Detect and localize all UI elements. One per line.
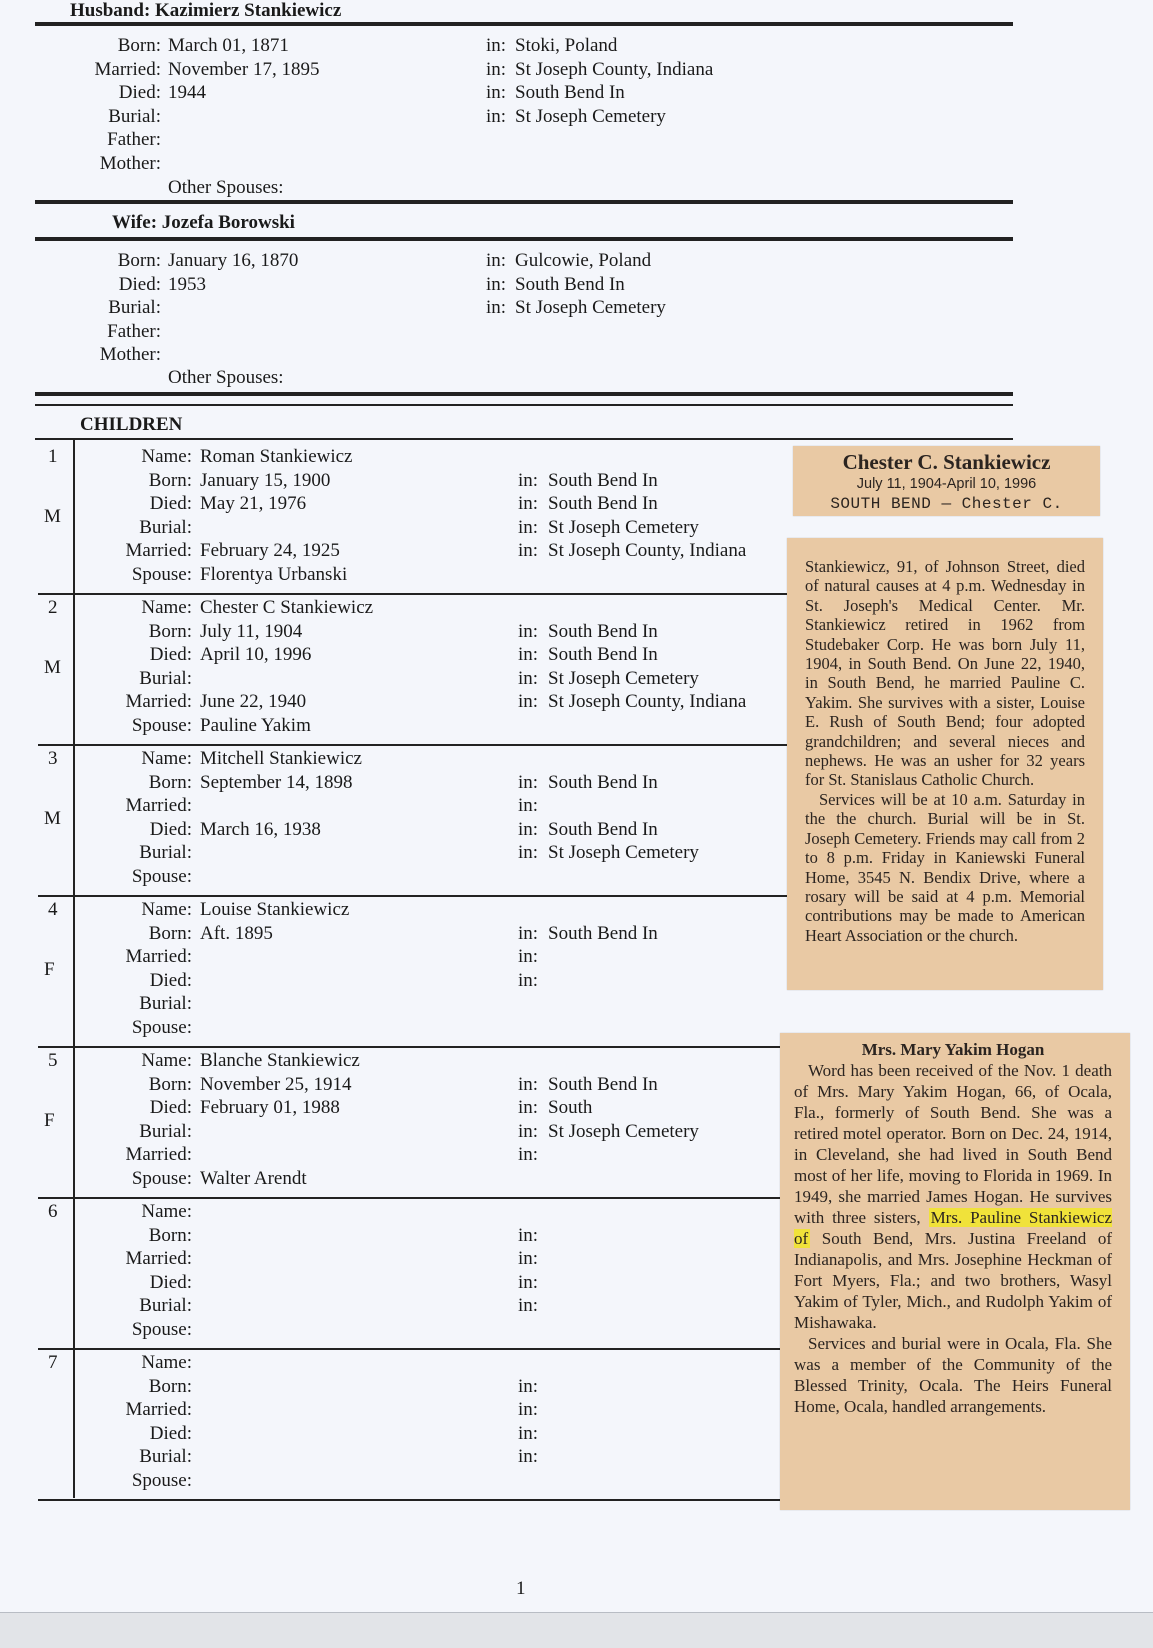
child-fact-label: Spouse: — [131, 1469, 192, 1491]
children-top-rule — [35, 404, 1013, 406]
child-fact-label: Died: — [149, 1271, 192, 1293]
child-number: 3 — [48, 748, 58, 769]
child-number: 7 — [48, 1352, 58, 1373]
child-fact-value: Mitchell Stankiewicz — [200, 748, 362, 769]
child-fact-label: Died: — [149, 493, 192, 514]
child-fact-label: Spouse: — [131, 563, 192, 585]
child-fact-in-label: in: — [518, 516, 539, 538]
child-fact-place: South Bend In — [548, 1073, 658, 1095]
child-fact-in-label: in: — [518, 946, 539, 967]
husband-rule — [35, 22, 1013, 26]
child-separator-rule — [38, 1499, 790, 1501]
child-fact-in-label: in: — [518, 469, 539, 491]
fact-place: South Bend In — [515, 273, 625, 295]
fact-label: Burial: — [108, 105, 161, 127]
fact-in-label: in: — [486, 297, 507, 318]
child-number: 5 — [48, 1050, 58, 1071]
child-number: 4 — [48, 899, 58, 920]
fact-label: Born: — [117, 35, 161, 56]
fact-label: Born: — [117, 250, 161, 271]
child-fact-label: Born: — [148, 1073, 192, 1095]
child-separator-rule — [38, 593, 800, 595]
child-fact-in-label: in: — [518, 1073, 539, 1095]
child-fact-value: January 15, 1900 — [200, 469, 331, 491]
child-fact-label: Married: — [125, 1399, 192, 1420]
child-sex: F — [44, 1110, 55, 1131]
child-fact-place: South Bend In — [548, 493, 658, 514]
child-fact-label: Born: — [148, 922, 192, 944]
highlighted-text: Mrs. Pauline Stankiewicz of — [794, 1208, 1113, 1248]
fact-value: 1953 — [168, 273, 206, 295]
child-fact-value: Blanche Stankiewicz — [200, 1050, 360, 1071]
child-separator-rule — [38, 895, 800, 897]
clipping-text: South Bend, Mrs. Justina Freeland of Indianapolis, and Mrs. Josephine Heckman of Fort Myers, Fla.; and two brothers, Wasyl Yakim of Tyler, Mich., and Rudolph Yakim of Mishawaka. — [794, 1229, 1112, 1332]
child-fact-place: St Joseph Cemetery — [548, 842, 699, 863]
fact-value: 1944 — [168, 82, 206, 103]
child-number: 2 — [48, 597, 58, 618]
child-fact-in-label: in: — [518, 1399, 539, 1420]
child-fact-label: Died: — [149, 1097, 192, 1118]
child-fact-label: Spouse: — [131, 865, 192, 887]
child-fact-place: St Joseph Cemetery — [548, 667, 699, 689]
clipping-dateline: SOUTH BEND — Chester C. — [830, 495, 1063, 513]
fact-label: Father: — [107, 129, 161, 150]
child-fact-value: April 10, 1996 — [200, 644, 312, 665]
children-heading: CHILDREN — [80, 414, 183, 435]
child-fact-place: St Joseph Cemetery — [548, 516, 699, 538]
child-fact-in-label: in: — [518, 493, 539, 514]
child-fact-place: South Bend In — [548, 620, 658, 642]
child-fact-place: South Bend In — [548, 818, 658, 840]
child-fact-in-label: in: — [518, 1097, 539, 1118]
fact-label: Mother: — [99, 152, 161, 174]
child-fact-in-label: in: — [518, 1271, 539, 1293]
child-fact-in-label: in: — [518, 540, 539, 561]
obituary-clipping-chester-header — [793, 446, 1100, 516]
clipping-headline: Chester C. Stankiewicz — [842, 450, 1051, 474]
child-fact-value: September 14, 1898 — [200, 771, 353, 793]
child-fact-value: Chester C Stankiewicz — [200, 597, 374, 618]
child-fact-label: Married: — [125, 1144, 192, 1165]
child-fact-place: St Joseph County, Indiana — [548, 540, 747, 561]
child-fact-label: Married: — [125, 795, 192, 816]
child-fact-label: Name: — [141, 899, 192, 920]
husband-name: Kazimierz Stankiewicz — [155, 0, 342, 21]
child-separator-rule — [38, 1348, 783, 1350]
fact-in-label: in: — [486, 35, 507, 56]
child-fact-label: Burial: — [139, 842, 192, 863]
child-fact-in-label: in: — [518, 1144, 539, 1165]
clipping-paragraph: Services will be at 10 a.m. Saturday in the the church. Burial will be in St. Joseph Cemetery. Friends may call from 2 to 8 p.m. Friday in Kaniewski Funeral Home, 3545 N. Bendix Drive, where a rosary will be said at 4 p.m. Memorial contributions may be made to American Heart Association or the church. — [805, 789, 1085, 945]
child-fact-label: Spouse: — [131, 1318, 192, 1340]
child-fact-place: South — [548, 1097, 593, 1118]
child-fact-label: Died: — [149, 1422, 192, 1444]
child-fact-label: Burial: — [139, 1295, 192, 1316]
child-fact-in-label: in: — [518, 1224, 539, 1246]
child-fact-value: June 22, 1940 — [200, 691, 307, 712]
child-fact-label: Died: — [149, 644, 192, 665]
fact-label: Married: — [94, 58, 161, 80]
child-fact-value: Roman Stankiewicz — [200, 446, 353, 467]
husband-heading — [70, 0, 341, 22]
fact-place: St Joseph Cemetery — [515, 297, 666, 318]
clipping-paragraph: Stankiewicz, 91, of Johnson Street, died of natural causes at 4 p.m. Wednesday in St. Joseph's Medical Center. Mr. Stankiewicz retired in 1962 from Studebaker Corp. He was born July 11, 1904, in South Bend. On June 22, 1940, in South Bend, he married Pauline C. Yakim. She survives with a sister, Louise E. Rush of South Bend; four adopted grandchildren; and several nieces and nephews. He was an usher for 32 years for St. Stanislaus Catholic Church. — [805, 557, 1085, 790]
child-fact-in-label: in: — [518, 1422, 539, 1444]
fact-in-label: in: — [486, 250, 507, 271]
child-fact-in-label: in: — [518, 620, 539, 642]
child-fact-place: South Bend In — [548, 469, 658, 491]
child-fact-label: Born: — [148, 1224, 192, 1246]
fact-place: Stoki, Poland — [515, 35, 618, 56]
child-sex: M — [44, 808, 61, 829]
page-number: 1 — [516, 1578, 526, 1599]
child-fact-in-label: in: — [518, 1446, 539, 1467]
child-fact-in-label: in: — [518, 771, 539, 793]
child-fact-in-label: in: — [518, 1248, 539, 1269]
child-fact-place: St Joseph County, Indiana — [548, 691, 747, 712]
husband-bottom-rule — [35, 200, 1013, 204]
fact-label: Died: — [118, 82, 161, 103]
clipping-paragraph: Services and burial were in Ocala, Fla. She was a member of the Community of the Blessed Trinity, Ocala. The Heirs Funeral Home, Ocala, handled arrangements. — [794, 1334, 1112, 1416]
child-fact-label: Name: — [141, 1352, 192, 1373]
child-fact-label: Born: — [148, 469, 192, 491]
child-fact-label: Born: — [148, 771, 192, 793]
child-fact-label: Spouse: — [131, 1167, 192, 1189]
clipping-text: Word has been received of the Nov. 1 death of Mrs. Mary Yakim Hogan, 66, of Ocala, Fla., formerly of South Bend. She was a retired motel operator. Born on Dec. 24, 1914, in Cleveland, she had lived in South Bend most of her life, moving to Florida in 1969. In 1949, she married James Hogan. He survives with three sisters, — [794, 1061, 1112, 1227]
fact-value: November 17, 1895 — [168, 58, 320, 80]
wife-rule — [35, 237, 1013, 241]
child-fact-label: Died: — [149, 969, 192, 991]
fact-label: Burial: — [108, 297, 161, 318]
child-fact-label: Name: — [141, 1050, 192, 1071]
child-fact-value: February 24, 1925 — [200, 540, 340, 561]
child-fact-value: February 01, 1988 — [200, 1097, 340, 1118]
fact-label: Mother: — [99, 344, 161, 365]
child-separator-rule — [38, 1046, 788, 1048]
fact-in-label: in: — [486, 273, 507, 295]
child-fact-value: Pauline Yakim — [200, 714, 311, 736]
child-fact-label: Died: — [149, 818, 192, 840]
child-fact-label: Burial: — [139, 993, 192, 1014]
child-sex: M — [44, 506, 61, 527]
wife-name: Jozefa Borowski — [161, 212, 295, 233]
child-fact-place: St Joseph Cemetery — [548, 1120, 699, 1142]
child-sex: M — [44, 657, 61, 678]
child-fact-value: March 16, 1938 — [200, 818, 321, 840]
child-fact-label: Married: — [125, 1248, 192, 1269]
child-fact-label: Name: — [141, 597, 192, 618]
child-fact-in-label: in: — [518, 1120, 539, 1142]
child-fact-label: Born: — [148, 1375, 192, 1397]
child-fact-value: Aft. 1895 — [200, 922, 273, 944]
child-separator-rule — [38, 1197, 783, 1199]
child-sex: F — [44, 959, 55, 980]
child-number: 6 — [48, 1201, 58, 1222]
child-fact-label: Married: — [125, 691, 192, 712]
fact-place: St Joseph County, Indiana — [515, 58, 714, 80]
child-fact-place: South Bend In — [548, 644, 658, 665]
child-fact-value: July 11, 1904 — [200, 620, 303, 642]
child-fact-in-label: in: — [518, 922, 539, 944]
scan-bottom-edge — [0, 1612, 1153, 1648]
obituary-clipping-chester-body — [787, 538, 1103, 990]
child-fact-in-label: in: — [518, 667, 539, 689]
child-fact-label: Name: — [141, 748, 192, 769]
child-fact-label: Married: — [125, 946, 192, 967]
child-fact-value: Florentya Urbanski — [200, 563, 348, 585]
wife-heading — [112, 212, 295, 234]
fact-place: South Bend In — [515, 82, 625, 103]
fact-value: January 16, 1870 — [168, 250, 299, 271]
clipping-headline: Mrs. Mary Yakim Hogan — [861, 1040, 1045, 1059]
wife-heading-label: Wife: — [112, 212, 158, 233]
child-fact-label: Burial: — [139, 1446, 192, 1467]
child-separator-rule — [38, 744, 800, 746]
fact-in-label: in: — [486, 58, 507, 80]
fact-place: St Joseph Cemetery — [515, 105, 666, 127]
clipping-dates: July 11, 1904-April 10, 1996 — [856, 476, 1037, 492]
husband-other-spouses-label: Other Spouses: — [168, 177, 284, 198]
child-fact-place: South Bend In — [548, 771, 658, 793]
wife-other-spouses-label: Other Spouses: — [168, 367, 284, 388]
child-fact-label: Born: — [148, 620, 192, 642]
obituary-clipping-mary-hogan — [780, 1033, 1130, 1510]
child-fact-label: Burial: — [139, 516, 192, 538]
wife-bottom-rule — [35, 392, 1013, 396]
child-fact-label: Spouse: — [131, 1016, 192, 1038]
child-fact-in-label: in: — [518, 818, 539, 840]
child-fact-in-label: in: — [518, 969, 539, 991]
fact-value: March 01, 1871 — [168, 35, 289, 56]
child-fact-in-label: in: — [518, 1375, 539, 1397]
child-fact-label: Burial: — [139, 1120, 192, 1142]
child-fact-label: Burial: — [139, 667, 192, 689]
fact-in-label: in: — [486, 105, 507, 127]
child-fact-value: Walter Arendt — [200, 1167, 307, 1189]
children-heading-rule — [35, 438, 1013, 440]
child-fact-value: November 25, 1914 — [200, 1073, 352, 1095]
child-fact-label: Name: — [141, 1201, 192, 1222]
child-fact-in-label: in: — [518, 842, 539, 863]
child-fact-in-label: in: — [518, 795, 539, 816]
fact-label: Died: — [118, 273, 161, 295]
child-fact-in-label: in: — [518, 691, 539, 712]
fact-label: Father: — [107, 320, 161, 342]
husband-heading-label: Husband: — [70, 0, 151, 21]
child-fact-label: Name: — [141, 446, 192, 467]
fact-in-label: in: — [486, 82, 507, 103]
child-fact-place: South Bend In — [548, 922, 658, 944]
child-fact-in-label: in: — [518, 644, 539, 665]
child-fact-value: Louise Stankiewicz — [200, 899, 350, 920]
child-fact-label: Married: — [125, 540, 192, 561]
child-number: 1 — [48, 446, 58, 467]
child-fact-in-label: in: — [518, 1295, 539, 1316]
child-fact-value: May 21, 1976 — [200, 493, 307, 514]
child-fact-label: Spouse: — [131, 714, 192, 736]
fact-place: Gulcowie, Poland — [515, 250, 652, 271]
